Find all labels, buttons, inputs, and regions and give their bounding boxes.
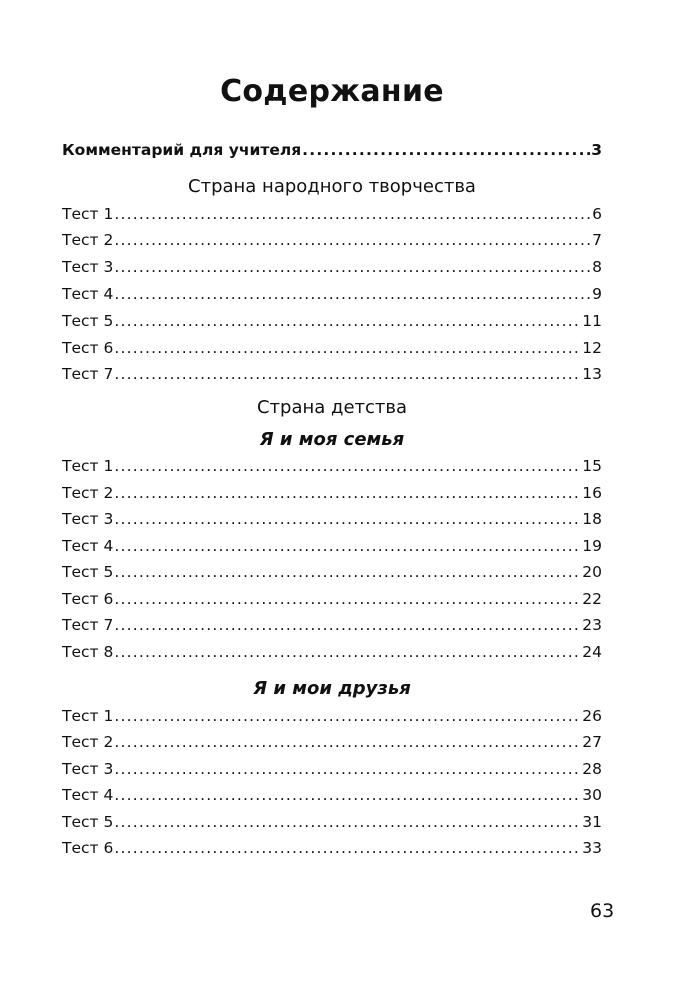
- leader-dots: [114, 203, 591, 225]
- toc-entry-label: Тест 7: [62, 616, 114, 634]
- leader-dots: [114, 508, 581, 530]
- toc-entry-page: 11: [582, 312, 602, 330]
- toc-entry-page: 23: [582, 616, 602, 634]
- toc-entry-label: Тест 6: [62, 339, 114, 357]
- toc-entry-page: 3: [591, 141, 602, 159]
- leader-dots: [114, 784, 581, 806]
- toc-entry[interactable]: [62, 455, 602, 477]
- toc-entry[interactable]: [62, 588, 602, 610]
- toc-entry[interactable]: [62, 784, 602, 806]
- toc-entry-label: Тест 8: [62, 643, 114, 661]
- toc-entry-label: Тест 6: [62, 590, 114, 608]
- toc-entry-label: Тест 7: [62, 365, 114, 383]
- toc-entry[interactable]: [62, 363, 602, 385]
- leader-dots: [302, 139, 590, 161]
- leader-dots: [114, 811, 581, 833]
- subsection-title-family: Я и моя семья: [259, 429, 405, 450]
- toc-entry[interactable]: [62, 283, 602, 305]
- toc-entry-label: Тест 3: [62, 258, 114, 276]
- toc-entry-page: 28: [582, 760, 602, 778]
- toc-entry-page: 31: [582, 813, 602, 831]
- toc-entry-page: 15: [582, 457, 602, 475]
- toc-entry[interactable]: [62, 614, 602, 636]
- toc-entry-page: 7: [592, 231, 602, 249]
- toc-entry-page: 19: [582, 537, 602, 555]
- toc-entry-page: 27: [582, 733, 602, 751]
- toc-entry-label: Тест 1: [62, 707, 114, 725]
- toc-entry-label: Тест 2: [62, 733, 114, 751]
- leader-dots: [114, 337, 581, 359]
- leader-dots: [114, 641, 581, 663]
- toc-entry-page: 18: [582, 510, 602, 528]
- leader-dots: [114, 455, 581, 477]
- subsection-title-friends: Я и мои друзья: [253, 678, 411, 699]
- toc-entry-label: Тест 6: [62, 839, 114, 857]
- toc-entry-label: Тест 1: [62, 457, 114, 475]
- leader-dots: [114, 535, 581, 557]
- leader-dots: [114, 705, 581, 727]
- toc-entry-label: Тест 2: [62, 484, 114, 502]
- toc-entry[interactable]: [62, 535, 602, 557]
- toc-entry[interactable]: [62, 561, 602, 583]
- leader-dots: [114, 283, 591, 305]
- toc-entry-intro[interactable]: [62, 139, 602, 161]
- leader-dots: [114, 256, 591, 278]
- toc-entry[interactable]: [62, 310, 602, 332]
- toc-entry-page: 24: [582, 643, 602, 661]
- toc-entry[interactable]: [62, 508, 602, 530]
- leader-dots: [114, 614, 581, 636]
- toc-entry-label: Тест 5: [62, 563, 114, 581]
- toc-entry-label: Тест 3: [62, 510, 114, 528]
- toc-entry-label: Тест 4: [62, 786, 114, 804]
- toc-entry[interactable]: [62, 811, 602, 833]
- page-number: 63: [590, 900, 615, 922]
- toc-entry-page: 13: [582, 365, 602, 383]
- leader-dots: [114, 229, 591, 251]
- toc-entry-page: 33: [582, 839, 602, 857]
- leader-dots: [114, 731, 581, 753]
- toc-entry[interactable]: [62, 758, 602, 780]
- toc-entry-page: 22: [582, 590, 602, 608]
- toc-entry[interactable]: [62, 229, 602, 251]
- leader-dots: [114, 837, 581, 859]
- toc-entry-page: 8: [592, 258, 602, 276]
- toc-entry[interactable]: [62, 731, 602, 753]
- page-title: Содержание: [220, 74, 444, 109]
- toc-entry-page: 12: [582, 339, 602, 357]
- toc-entry[interactable]: [62, 837, 602, 859]
- toc-entry[interactable]: [62, 705, 602, 727]
- toc-entry-label: Тест 2: [62, 231, 114, 249]
- leader-dots: [114, 588, 581, 610]
- toc-entry-page: 6: [592, 205, 602, 223]
- leader-dots: [114, 363, 581, 385]
- toc-entry[interactable]: [62, 256, 602, 278]
- toc-entry-label: Тест 4: [62, 537, 114, 555]
- section-title-folk-art: Страна народного творчества: [188, 176, 476, 197]
- toc-entry[interactable]: [62, 482, 602, 504]
- section-title-childhood: Страна детства: [256, 397, 408, 418]
- leader-dots: [114, 482, 581, 504]
- toc-entry-page: 20: [582, 563, 602, 581]
- toc-entry-label: Тест 4: [62, 285, 114, 303]
- leader-dots: [114, 758, 581, 780]
- leader-dots: [114, 561, 581, 583]
- toc-entry-label: Тест 5: [62, 312, 114, 330]
- toc-entry-label: Тест 3: [62, 760, 114, 778]
- toc-entry-label: Тест 1: [62, 205, 114, 223]
- toc-entry-label: Тест 5: [62, 813, 114, 831]
- toc-entry[interactable]: [62, 203, 602, 225]
- toc-entry-page: 26: [582, 707, 602, 725]
- leader-dots: [114, 310, 581, 332]
- toc-entry-page: 16: [582, 484, 602, 502]
- toc-entry[interactable]: [62, 337, 602, 359]
- toc-entry[interactable]: [62, 641, 602, 663]
- toc-entry-label: Комментарий для учителя: [62, 141, 302, 159]
- toc-entry-page: 9: [592, 285, 602, 303]
- toc-entry-page: 30: [582, 786, 602, 804]
